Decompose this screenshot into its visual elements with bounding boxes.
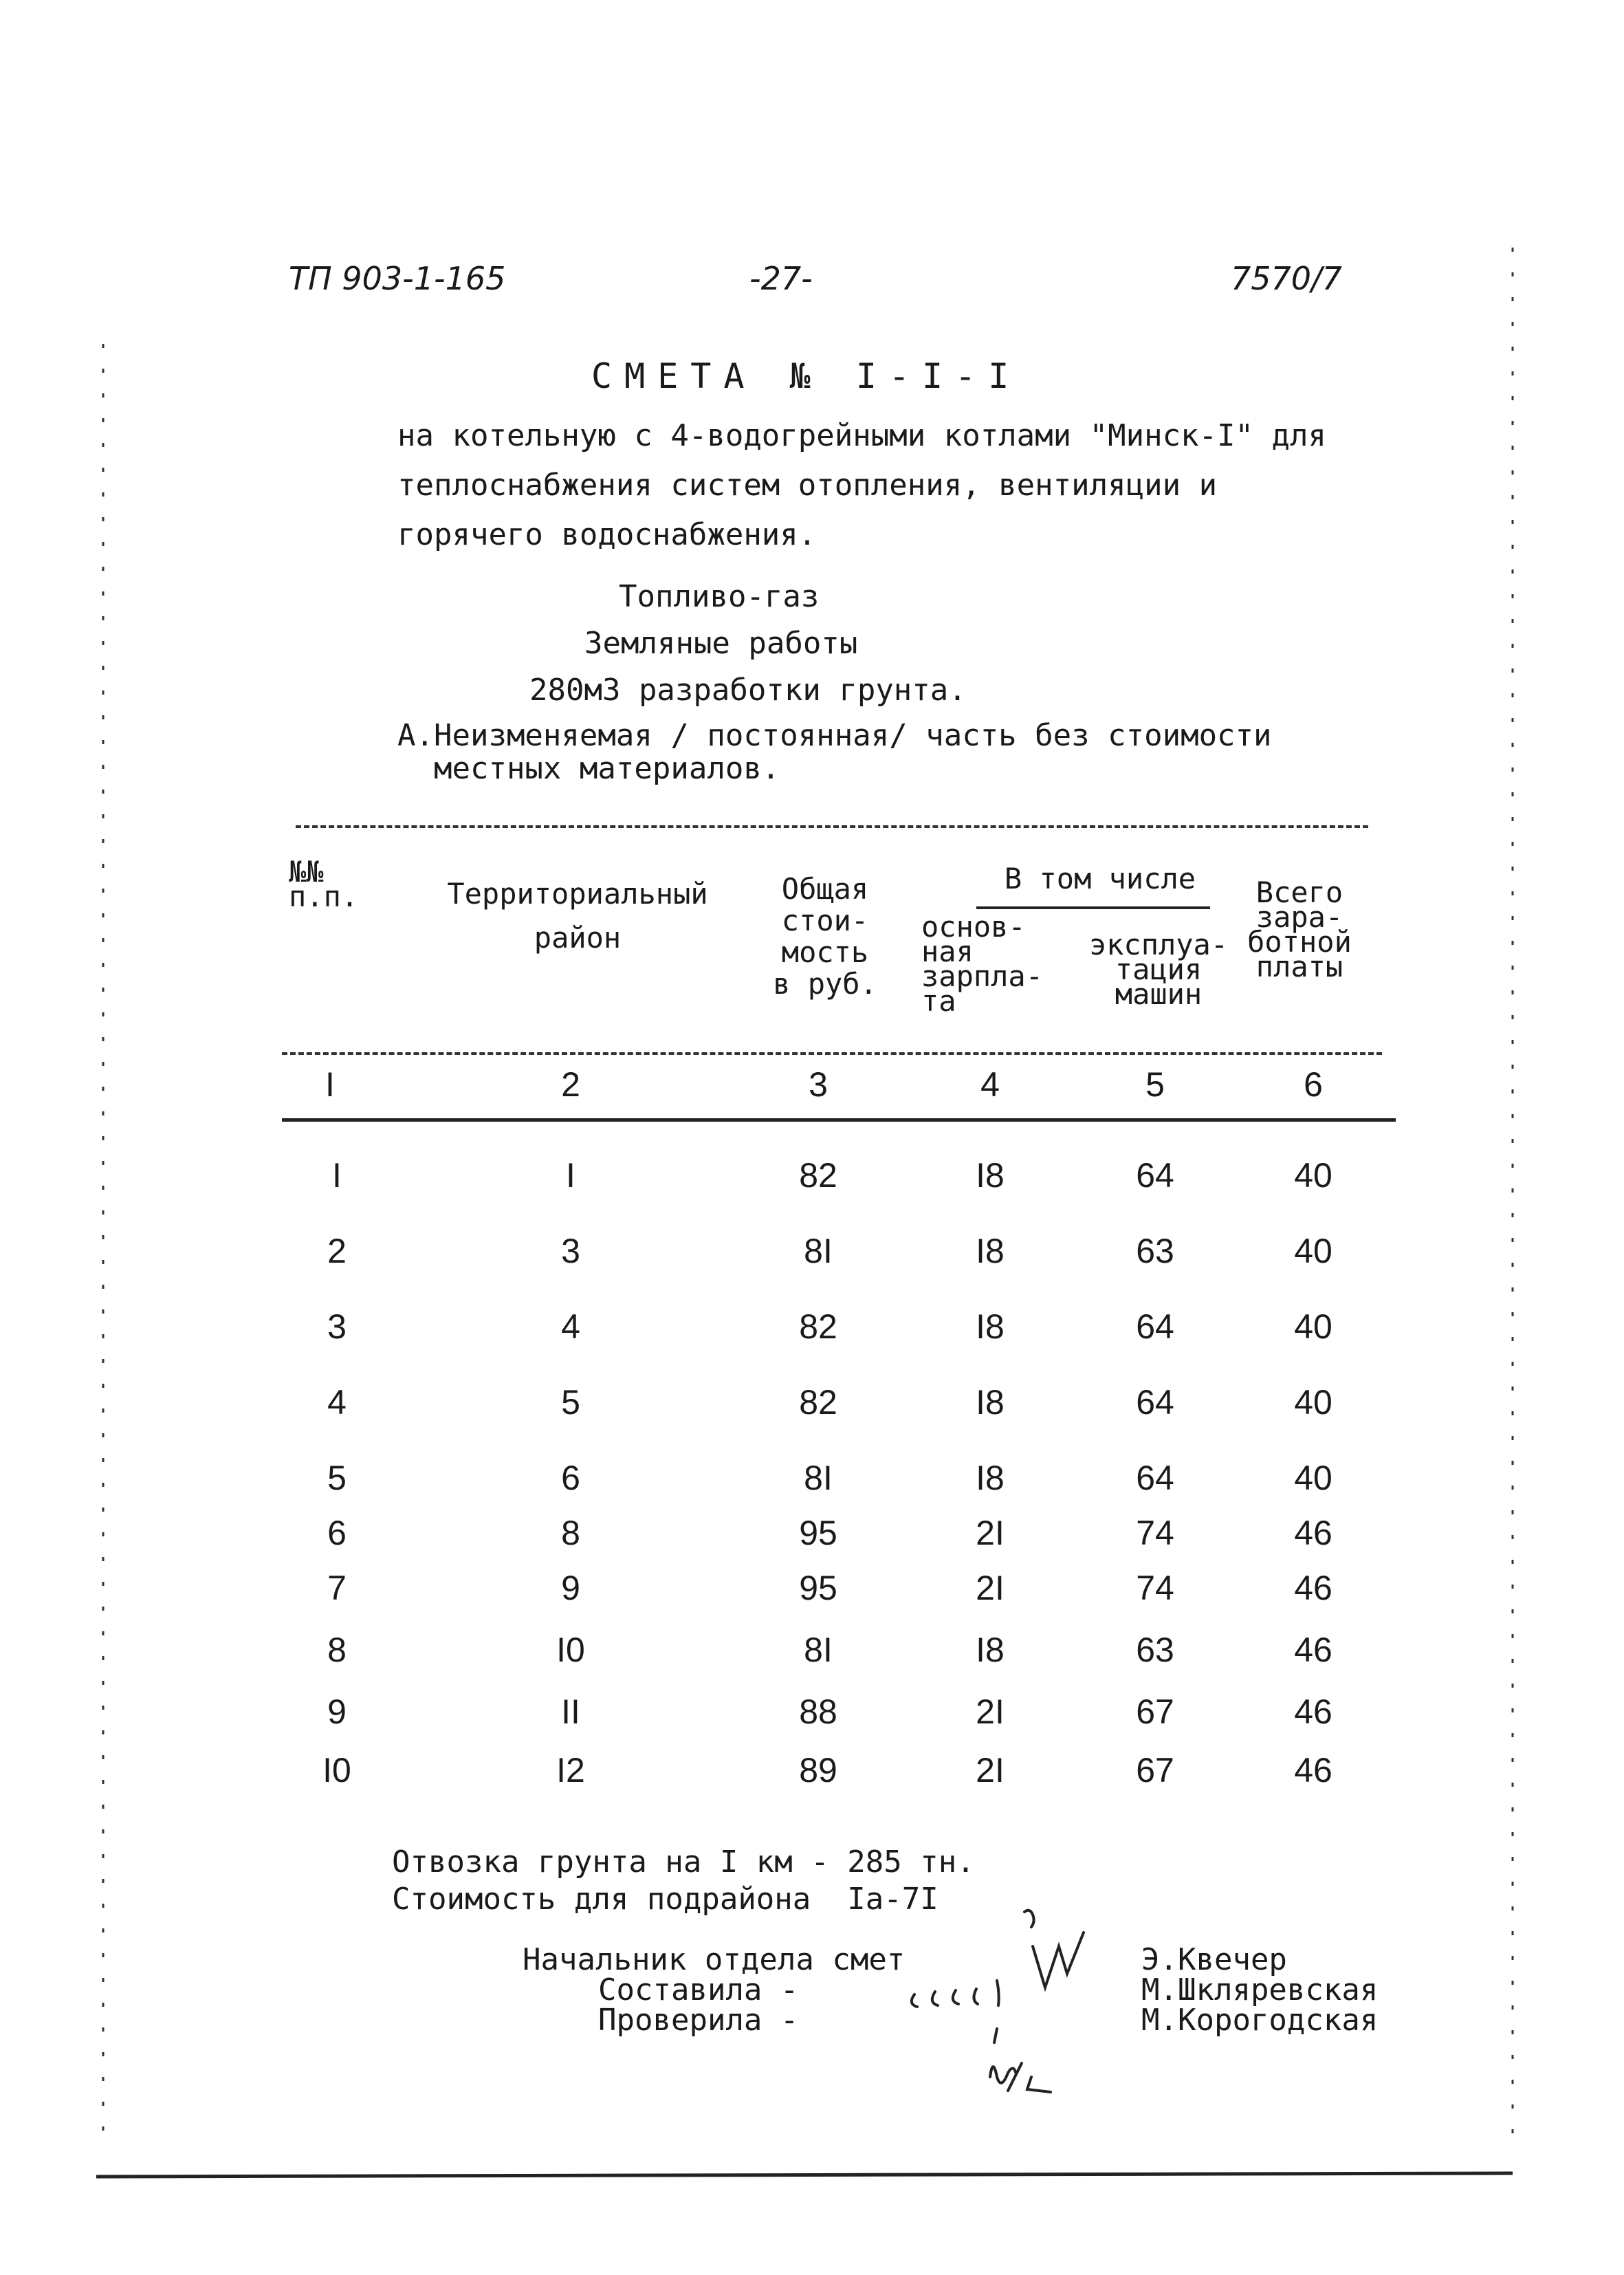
cell-total-cost: 95	[799, 1569, 837, 1607]
header-number: №№ п.п.	[289, 855, 359, 913]
soil-haul-note: Отвозка грунта на I км - 285 тн.	[392, 1844, 975, 1880]
part-note-line-1: А.Неизменяемая / постоянная/ часть без стоимости	[397, 718, 1272, 753]
cell-machine-operation: 64	[1136, 1383, 1174, 1422]
column-number-3: 3	[809, 1065, 828, 1104]
cell-region: 4	[561, 1307, 580, 1346]
cell-region: 9	[561, 1569, 580, 1607]
cell-total-cost: 8I	[804, 1459, 833, 1497]
cell-number: 8	[327, 1631, 347, 1669]
column-number-1: I	[325, 1065, 335, 1104]
cell-base-salary: I8	[976, 1459, 1005, 1497]
cell-base-salary: 2I	[976, 1569, 1005, 1607]
sheet-number: 7570/7	[1231, 260, 1342, 297]
cell-number: 3	[327, 1307, 347, 1346]
page-number: -27-	[749, 260, 813, 297]
cell-total-salary: 40	[1294, 1156, 1332, 1195]
cell-total-salary: 46	[1294, 1692, 1332, 1731]
cell-region: I0	[556, 1631, 585, 1669]
cell-total-salary: 40	[1294, 1307, 1332, 1346]
cell-region: I	[566, 1156, 575, 1195]
cell-region: II	[561, 1692, 580, 1731]
subregion-cost-note: Стоимость для подрайона Iа-7I	[392, 1882, 939, 1917]
cell-region: 6	[561, 1459, 580, 1497]
cell-number: 5	[327, 1459, 347, 1497]
cell-machine-operation: 67	[1136, 1692, 1174, 1731]
cell-machine-operation: 63	[1136, 1232, 1174, 1270]
signature-name-composed: М.Шкляревская	[1141, 1972, 1379, 2007]
cell-total-salary: 46	[1294, 1569, 1332, 1607]
cell-total-cost: 82	[799, 1383, 837, 1422]
column-number-6: 6	[1304, 1065, 1323, 1104]
intro-line-3: горячего водоснабжения.	[397, 517, 817, 552]
column-number-4: 4	[980, 1065, 1000, 1104]
header-machine-operation: эксплуа- тация машин	[1088, 928, 1229, 1011]
cell-machine-operation: 64	[1136, 1307, 1174, 1346]
cell-total-cost: 82	[799, 1156, 837, 1195]
cell-machine-operation: 74	[1136, 1569, 1174, 1607]
signature-role-composed: Составила -	[598, 1972, 799, 2007]
cell-total-salary: 40	[1294, 1232, 1332, 1270]
cell-total-salary: 40	[1294, 1459, 1332, 1497]
cell-base-salary: I8	[976, 1156, 1005, 1195]
cell-machine-operation: 63	[1136, 1631, 1174, 1669]
signature-name-head: Э.Квечер	[1141, 1942, 1287, 1977]
cell-base-salary: I8	[976, 1383, 1005, 1422]
cell-total-salary: 46	[1294, 1751, 1332, 1789]
cell-machine-operation: 67	[1136, 1751, 1174, 1789]
cell-total-cost: 95	[799, 1514, 837, 1552]
cell-base-salary: I8	[976, 1307, 1005, 1346]
cell-number: I	[332, 1156, 342, 1195]
cell-number: 4	[327, 1383, 347, 1422]
cell-number: 2	[327, 1232, 347, 1270]
cell-number: 6	[327, 1514, 347, 1552]
header-base-salary: основ- ная зарпла- та	[921, 910, 1044, 1018]
cell-total-cost: 89	[799, 1751, 837, 1789]
cell-region: 5	[561, 1383, 580, 1422]
fuel-type: Топливо-газ	[619, 579, 820, 614]
cell-base-salary: 2I	[976, 1692, 1005, 1731]
cell-total-cost: 88	[799, 1692, 837, 1731]
cell-machine-operation: 74	[1136, 1514, 1174, 1552]
cell-number: I0	[322, 1751, 351, 1789]
signature-role-head: Начальник отдела смет	[523, 1942, 906, 1977]
cell-total-salary: 46	[1294, 1631, 1332, 1669]
cell-total-cost: 8I	[804, 1232, 833, 1270]
cell-machine-operation: 64	[1136, 1156, 1174, 1195]
signature-name-checked: М.Корогодская	[1141, 2003, 1379, 2038]
header-total-salary: Всего зара- ботной платы	[1247, 875, 1352, 983]
work-volume: 280м3 разработки грунта.	[529, 673, 967, 708]
cell-number: 9	[327, 1692, 347, 1731]
cell-total-cost: 82	[799, 1307, 837, 1346]
intro-line-1: на котельную с 4-водогрейными котлами "Минск-I" для	[397, 418, 1327, 453]
signature-role-checked: Проверила -	[598, 2003, 799, 2038]
cell-base-salary: 2I	[976, 1751, 1005, 1789]
cell-region: I2	[556, 1751, 585, 1789]
estimate-title: СМЕТА № I-I-I	[591, 356, 1022, 396]
document-code: ТП 903-1-165	[289, 260, 506, 297]
intro-line-2: теплоснабжения систем отопления, вентиляции и	[397, 468, 1218, 503]
cell-region: 3	[561, 1232, 580, 1270]
cell-total-cost: 8I	[804, 1631, 833, 1669]
cell-machine-operation: 64	[1136, 1459, 1174, 1497]
work-type: Земляные работы	[584, 626, 858, 661]
cell-total-salary: 46	[1294, 1514, 1332, 1552]
cell-base-salary: I8	[976, 1232, 1005, 1270]
cell-total-salary: 40	[1294, 1383, 1332, 1422]
cell-base-salary: 2I	[976, 1514, 1005, 1552]
cell-region: 8	[561, 1514, 580, 1552]
header-including: В том числе	[1004, 862, 1196, 895]
column-number-2: 2	[561, 1065, 580, 1104]
cell-base-salary: I8	[976, 1631, 1005, 1669]
part-note-line-2: местных материалов.	[397, 751, 780, 786]
header-total-cost: Общая стои- мость в руб.	[773, 872, 877, 1001]
header-region: Территориальный район	[447, 877, 708, 955]
cell-number: 7	[327, 1569, 347, 1607]
column-number-5: 5	[1145, 1065, 1165, 1104]
